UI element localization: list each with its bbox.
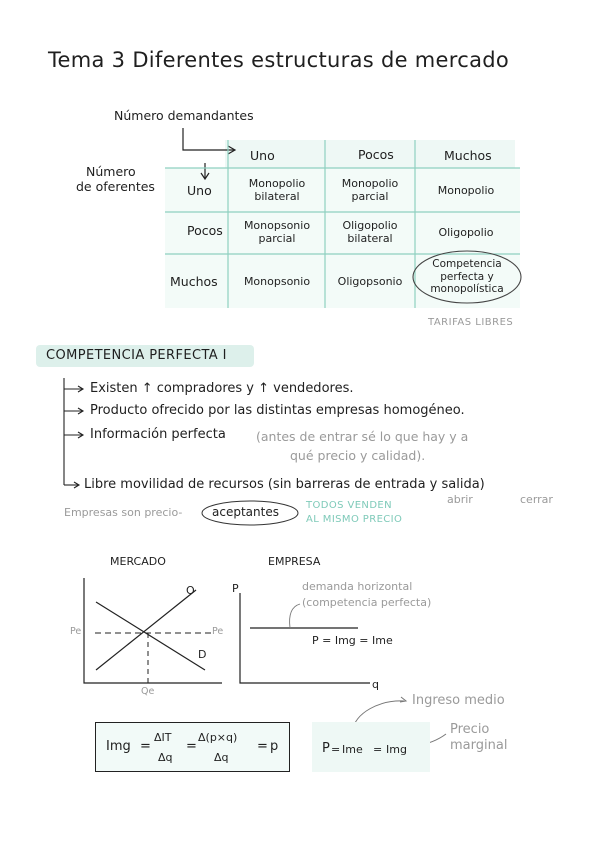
equals-5: =	[373, 743, 383, 756]
supply-curve	[96, 590, 196, 670]
column-header-uno: Uno	[250, 148, 275, 163]
img-label-2: Img	[386, 743, 407, 756]
row-label-pocos: Pocos	[187, 223, 223, 238]
bullet-buyers-sellers: Existen ↑ compradores y ↑ vendedores.	[90, 381, 354, 396]
firm-equation: P = Img = Ime	[312, 634, 393, 647]
demand-axis-label: Número demandantes	[114, 108, 254, 123]
equals-1: =	[140, 739, 151, 754]
cerrar-label: cerrar	[520, 493, 553, 506]
cell-competencia-perfecta: Competencia perfecta y monopolística	[430, 258, 504, 295]
pe-right-label: Pe	[212, 626, 224, 637]
delta-q-1: Δq	[158, 751, 173, 764]
cell-monopolio-parcial: Monopolio parcial	[341, 177, 399, 203]
cell-monopolio-bilateral: Monopolio bilateral	[248, 177, 306, 203]
pe-left-label: Pe	[70, 626, 82, 637]
delta-q-2: Δq	[214, 751, 229, 764]
price-takers-word: aceptantes	[212, 505, 279, 519]
bullet-homogeneous-product: Producto ofrecido por las distintas empresas homogéneo.	[90, 403, 465, 418]
column-header-pocos: Pocos	[358, 147, 394, 162]
delta-it: ΔIT	[154, 731, 172, 744]
result-p: p	[270, 739, 279, 754]
q-axis-label: q	[372, 678, 379, 691]
price-takers-prefix: Empresas son precio-	[64, 506, 183, 519]
supply-label: O	[186, 584, 195, 597]
cell-oligopsonio: Oligopsonio	[337, 275, 403, 288]
cell-oligopolio-bilateral: Oligopolio bilateral	[342, 219, 398, 245]
demand-axis-arrow	[183, 128, 234, 150]
ime-label: Ime	[342, 743, 363, 756]
bullet-free-mobility: Libre movilidad de recursos (sin barreras de entrada y salida)	[84, 477, 485, 492]
row-label-uno: Uno	[187, 183, 212, 198]
cell-monopsonio: Monopsonio	[243, 275, 311, 288]
horizontal-demand-label-2: (competencia perfecta)	[302, 596, 432, 609]
column-header-muchos: Muchos	[444, 148, 492, 163]
same-price-line1: TODOS VENDEN	[306, 500, 393, 511]
equals-3: =	[257, 739, 268, 754]
supply-axis-label-2: de oferentes	[76, 179, 155, 194]
abrir-label: abrir	[447, 493, 473, 506]
page-title: Tema 3 Diferentes estructuras de mercado	[48, 48, 510, 72]
market-graph	[84, 578, 222, 683]
market-title: MERCADO	[110, 555, 166, 568]
same-price-line2: AL MISMO PRECIO	[306, 514, 403, 525]
table-note: TARIFAS LIBRES	[428, 317, 514, 328]
ingreso-medio-label: Ingreso medio	[412, 693, 505, 708]
demand-label: D	[198, 648, 207, 661]
p-label: P	[322, 741, 330, 756]
cell-monopolio: Monopolio	[437, 184, 495, 197]
precio-marginal-1: Precio	[450, 722, 490, 737]
qe-label: Qe	[141, 686, 155, 697]
cell-oligopolio: Oligopolio	[438, 226, 494, 239]
equals-2: =	[186, 739, 197, 754]
bullet-perfect-information: Información perfecta	[90, 427, 226, 442]
info-note-line2: qué precio y calidad).	[290, 448, 426, 463]
row-label-muchos: Muchos	[170, 274, 218, 289]
delta-pq: Δ(p×q)	[198, 731, 238, 744]
cell-monopsonio-parcial: Monopsonio parcial	[243, 219, 311, 245]
p-axis-label: P	[232, 582, 239, 595]
img-label: Img	[106, 739, 131, 754]
horizontal-demand-label-1: demanda horizontal	[302, 580, 413, 593]
section-heading: COMPETENCIA PERFECTA I	[36, 345, 254, 367]
bullet-arrows	[64, 378, 83, 488]
supply-axis-label-1: Número	[86, 164, 136, 179]
precio-marginal-2: marginal	[450, 738, 508, 753]
demand-curve	[96, 602, 205, 670]
firm-title: EMPRESA	[268, 555, 321, 568]
info-note-line1: (antes de entrar sé lo que hay y a	[256, 429, 469, 444]
equals-4: =	[331, 743, 341, 756]
